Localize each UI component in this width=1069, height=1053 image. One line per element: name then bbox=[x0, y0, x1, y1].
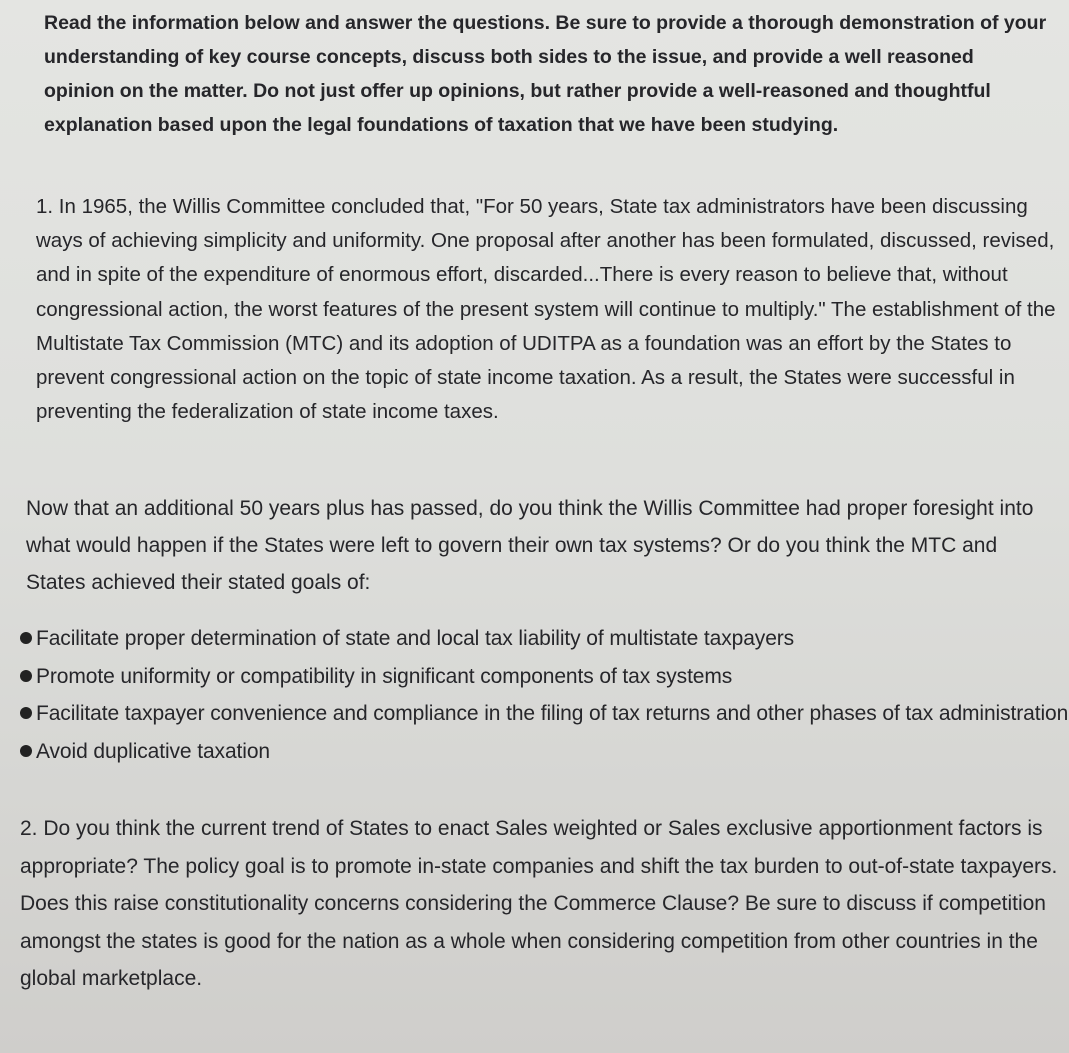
followup-paragraph: Now that an additional 50 years plus has passed, do you think the Willis Committee had proper foresight into what would happen if the States were left to govern their own tax systems? Or do you think the MTC and States achieved their stated goals of: bbox=[26, 497, 1034, 594]
question-2-paragraph: 2. Do you think the current trend of States to enact Sales weighted or Sales exclusive apportionment factors is appropriate? The policy goal is to promote in-state companies and shift the tax burden to out-of-state taxpayers. Does this raise constitutionality concerns considering the Commerce Clause? Be sure to discuss if competition amongst the states is good for the nation as a whole when considering competition from other countries in the global marketplace. bbox=[20, 817, 1058, 990]
goal-item bbox=[20, 620, 1069, 658]
bullet-icon bbox=[20, 745, 32, 757]
goal-text: Facilitate taxpayer convenience and compliance in the filing of tax returns and other phases of tax administration bbox=[36, 702, 1069, 725]
goal-item bbox=[20, 733, 1069, 771]
bullet-icon bbox=[20, 670, 32, 682]
goal-item bbox=[20, 658, 1069, 696]
instructions-paragraph: Read the information below and answer the questions. Be sure to provide a thorough demonstration of your understanding of key course concepts, discuss both sides to the issue, and provide a well reasoned opinion on the matter. Do not just offer up opinions, but rather provide a well-reasoned and thoughtful explanation based upon the legal foundations of taxation that we have been studying. bbox=[44, 12, 1047, 136]
goal-text: Facilitate proper determination of state and local tax liability of multistate taxpayers bbox=[36, 627, 795, 650]
goal-item bbox=[20, 695, 1069, 733]
goal-text: Avoid duplicative taxation bbox=[36, 739, 270, 763]
question-1-paragraph: 1. In 1965, the Willis Committee concluded that, "For 50 years, State tax administrators have been discussing ways of achieving simplicity and uniformity. One proposal after another has been formulated, discussed, revised, and in spite of the expenditure of enormous effort, discarded...There is every reason to believe that, without congressional action, the worst features of the present system will continue to multiply." The establishment of the Multistate Tax Commission (MTC) and its adoption of UDITPA as a foundation was an effort by the States to prevent congressional action on the topic of state income taxation. As a result, the States were successful in preventing the federalization of state income taxes. bbox=[36, 195, 1056, 424]
goals-list bbox=[20, 620, 1069, 770]
bullet-icon bbox=[20, 632, 32, 644]
bullet-icon bbox=[20, 707, 32, 719]
goal-text: Promote uniformity or compatibility in significant components of tax systems bbox=[36, 664, 733, 688]
